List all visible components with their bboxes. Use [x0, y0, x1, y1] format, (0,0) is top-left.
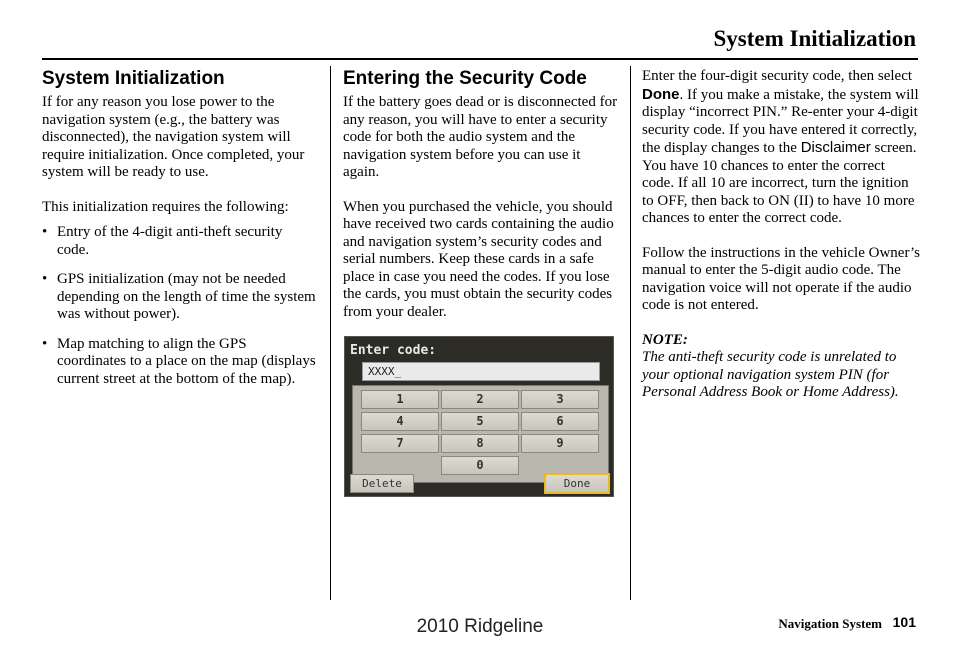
delete-button: Delete	[350, 474, 414, 493]
key-7: 7	[361, 434, 439, 453]
key-6: 6	[521, 412, 599, 431]
page-number: 101	[892, 614, 916, 630]
key-2: 2	[441, 390, 519, 409]
screen-title: Enter code:	[350, 343, 437, 358]
done-label: Done	[642, 85, 680, 103]
key-1: 1	[361, 390, 439, 409]
note-body: The anti-theft security code is unrelated to your optional navigation system PIN (for Personal Address Book or Home Address).	[642, 349, 899, 400]
watermark: 2010 Ridgeline	[416, 616, 544, 637]
key-0: 0	[441, 456, 519, 475]
requirements-paragraph: This initialization requires the following:	[42, 198, 289, 215]
footer-section-label: Navigation System	[778, 616, 882, 631]
column-1	[42, 68, 318, 400]
column-divider-right	[630, 66, 631, 600]
cards-paragraph: When you purchased the vehicle, you should have received two cards containing the audio and navigation system’s security codes and serial numbers. Keep these cards in a safe place in case you need the codes. If you lose the cards, you must obtain the security codes from your dealer.	[343, 198, 614, 320]
page-header-title: System Initialization	[713, 26, 916, 51]
note-label: NOTE:	[642, 331, 688, 348]
done-button: Done	[544, 473, 610, 494]
enter-code-screenshot	[344, 336, 614, 497]
key-4: 4	[361, 412, 439, 431]
section-heading-security-code: Entering the Security Code	[343, 68, 587, 89]
column-2	[343, 68, 619, 338]
list-item: • Map matching to align the GPS coordinates to a place on the map (displays current street at the bottom of the map).	[42, 336, 318, 389]
key-8: 8	[441, 434, 519, 453]
section-heading-initialization: System Initialization	[42, 68, 225, 89]
header-rule	[42, 58, 918, 60]
intro-paragraph: If for any reason you lose power to the navigation system (e.g., the battery was disconnected), the navigation system will require initialization. Once completed, your system will be ready to use.	[42, 94, 305, 180]
key-5: 5	[441, 412, 519, 431]
enter-code-paragraph	[642, 68, 920, 228]
key-3: 3	[521, 390, 599, 409]
battery-paragraph: If the battery goes dead or is disconnected for any reason, you will have to enter a security code for both the audio system and the navigation system before you can use it again.	[343, 94, 618, 180]
key-9: 9	[521, 434, 599, 453]
text-run: screen. You have 10 chances to enter the correct code. If all 10 are incorrect, turn the ignition to OFF, then back to ON (II) to have 10 more chances to enter the correct code.	[642, 140, 917, 226]
code-entry-field: XXXX_	[362, 362, 600, 381]
text-run: . If you make a mistake, the system will display “incorrect PIN.” Re-enter your 4-digit security code. If you have entered it correctly, the display changes to the	[642, 86, 919, 156]
audio-code-paragraph: Follow the instructions in the vehicle Owner’s manual to enter the 5-digit audio code. The navigation voice will not operate if the audio code is not entered.	[642, 244, 921, 313]
disclaimer-label: Disclaimer	[800, 139, 871, 156]
list-item: • GPS initialization (may not be needed depending on the length of time the system was without power).	[42, 271, 318, 324]
requirements-list	[42, 224, 318, 388]
column-3	[642, 68, 920, 419]
column-divider-left	[330, 66, 331, 600]
text-run: Enter the four-digit security code, then select	[642, 68, 913, 84]
list-item: • Entry of the 4-digit anti-theft security code.	[42, 224, 318, 259]
